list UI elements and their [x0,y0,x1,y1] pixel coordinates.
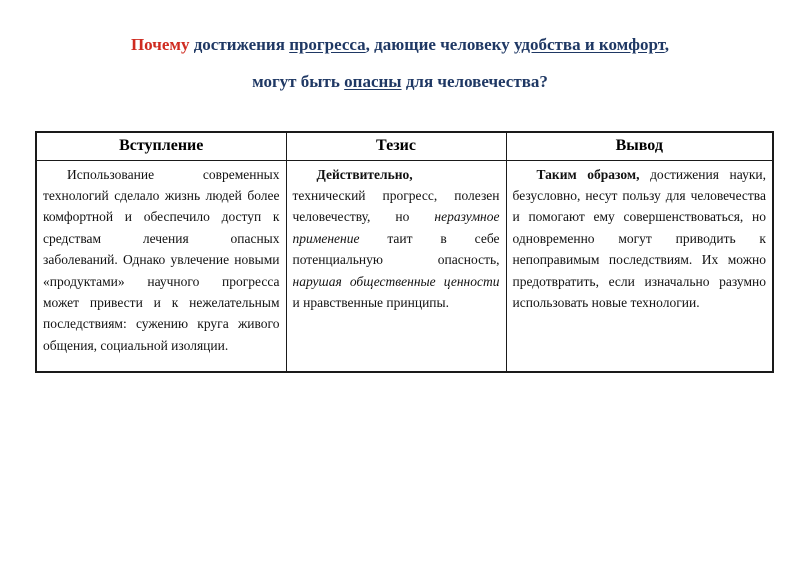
page-title-line-1: Почему достижения прогресса, дающие человеку удобства и комфорт, [130,35,670,54]
table-header-row [36,132,773,160]
page-title [0,26,800,100]
cell-conclusion [506,160,773,372]
conclusion-text: Таким образом, достижения науки, безусловно, несут пользу для человечества и помогают ему совершенствоваться, но одновременно могут приводить к непоправимым последствиям. Их можно предотвратить, если изначально разумно использовать новые технологии. [512,166,766,310]
cell-introduction [36,160,286,372]
column-header-introduction: Вступление [36,132,286,160]
table-body-row [36,160,773,372]
column-header-thesis: Тезис [286,132,506,160]
page-title-line-2: могут быть опасны для человечества? [252,72,548,91]
cell-thesis [286,160,506,372]
thesis-text: Действительно, технический прогресс, полезен человечеству, но неразумное применение таит в себе потенциальную опасность, нарушая общественные ценности и нравственные принципы. [292,166,500,310]
column-header-conclusion: Вывод [506,132,773,160]
introduction-text: Использование современных технологий сделало жизнь людей более комфортной и обеспечило доступ к средствам лечения опасных заболеваний. Однако увлечение новыми «продуктами» научного прогресса может привести и к нежелательным последствиям: сужению круга живого общения, социальной изоляции. [43,166,280,353]
essay-outline-table [35,131,774,373]
